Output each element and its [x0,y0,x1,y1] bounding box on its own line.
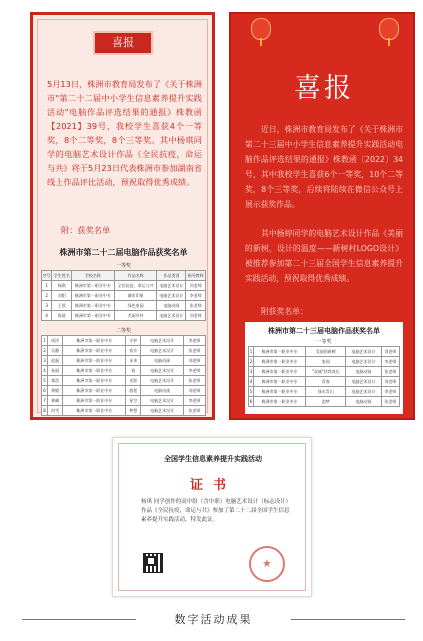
right-award-list [245,322,403,414]
table-cell: 电脑艺术设计 [141,366,183,376]
table-row [249,397,400,407]
table-cell: 1 [42,281,52,291]
table-cell: 张老师 [183,406,205,416]
right-section-first-prize: 一等奖 [316,339,332,345]
table-row [249,367,400,377]
table-cell: 电脑艺术设计 [346,377,381,387]
table-cell: 林峰 [48,396,63,406]
table-cell: 株洲市第一职业中专 [72,301,115,311]
table-cell: 光影 [126,376,141,386]
certificate-heading: 全国学生信息素养提升实践活动 [164,455,262,463]
table-cell: 株洲市第一职业中专 [72,311,115,321]
table-cell: 电脑动画 [346,367,381,377]
table-cell: 电脑艺术设计 [346,347,381,357]
right-paragraph-2: 其中杨婷同学的电脑艺术设计作品《美丽的新树，设计的温度——新树村LOGO设计》被推荐参加第二十三届全国学生信息素养提升实践活动，预祝取得优秀成绩。 [245,229,403,283]
table-cell: 7 [42,396,48,406]
table-cell: 旅程 [126,386,141,396]
table-cell: 株洲市第一职业中专 [253,347,305,357]
table-cell: 株洲市第一职业中专 [253,387,305,397]
table-cell: 刘老师 [183,386,205,396]
table-cell: 株洲市第一职业中专 [63,356,126,366]
table-cell: 电脑艺术设计 [141,396,183,406]
table-cell: 刘老师 [186,281,206,291]
table-cell: 青春 [306,377,346,387]
table-cell: 梦想 [126,406,141,416]
left-second-prize-table [41,335,206,416]
table-cell: 美丽的新树 [306,347,346,357]
table-cell: 5 [249,387,254,397]
table-cell: 株洲市第一职业中专 [253,367,305,377]
table-cell: "双减"伴我成长 [306,367,346,377]
table-row [42,346,206,356]
table-cell: 3 [249,367,254,377]
right-paragraph-3: 附获奖名单： [261,307,308,316]
table-cell: 株洲市第一职业中专 [63,396,126,406]
table-cell: 电脑动画 [141,356,183,366]
table-cell: 刘老师 [183,356,205,366]
right-paragraph-1: 近日，株洲市教育局发布了《关于株洲市第二十三届中小学生信息素养提升实践活动电脑作品评选结果的通报》株教函〔2022〕34号，其中我校学生喜获6个一等奖，10个二等奖，8个三等奖，后续将陆续在微信公众号上展示获奖作品。 [245,125,403,209]
table-cell: 李老师 [183,336,205,346]
table-cell: 8 [42,406,48,416]
table-cell: 陈晨 [52,311,72,321]
table-cell: 赵磊 [48,356,63,366]
table-cell: 5 [42,376,48,386]
table-cell: 电脑艺术设计 [346,387,381,397]
table-cell: 2 [42,346,48,356]
left-paragraph-2: 附：获奖名单 [61,225,111,235]
right-poster-title: 喜报 [294,73,354,104]
table-row [42,281,206,291]
lantern-icon [251,18,271,40]
table-cell: 郑浩 [48,376,63,386]
col-header: 序号 [42,271,52,281]
table-cell: 张老师 [183,346,205,356]
table-cell: 绿水青山 [306,387,346,397]
table-cell: 刘老师 [381,347,399,357]
poster-badge: 喜报 [93,31,153,55]
table-row [42,301,206,311]
lantern-icon [379,18,399,40]
table-cell: 1 [249,347,254,357]
table-cell: 电脑艺术设计 [157,291,186,301]
table-cell: 李老师 [381,357,399,367]
table-cell: 4 [42,366,48,376]
table-cell: 电脑动画 [141,386,183,396]
table-cell: 6 [249,397,254,407]
table-cell: 株洲市第一职业中专 [63,386,126,396]
table-cell: 电脑艺术设计 [141,336,183,346]
left-paragraph-1: 5月13日，株洲市教育局发布了《关于株洲市"第二十二届中小学生信息素养提升实践活动"电脑作品评选结果的通报》株教函【2021】39号，我校学生喜获4个一等奖，8个二等奖，8个三等奖。其中杨琪同学的电脑艺术设计作品《全民抗疫，命运与共》将于5月23日代表株洲市参加湖南省线上作品评比活动，预祝取得优秀成绩。 [47,79,202,187]
right-prize-table [248,346,400,407]
table-cell: 张老师 [183,376,205,386]
certificate-title: 证书 [189,478,236,493]
table-cell: 电脑艺术设计 [141,406,183,416]
table-cell: 电脑艺术设计 [346,357,381,367]
table-cell: 6 [42,386,48,396]
table-cell: 李老师 [183,366,205,376]
table-row [249,357,400,367]
table-cell: 电脑艺术设计 [141,376,183,386]
table-cell: 守护 [126,336,141,346]
table-cell: 张老师 [186,301,206,311]
table-cell: 未来 [126,356,141,366]
table-cell: 家乡 [126,346,141,356]
table-cell: 株洲市第一职业中专 [63,376,126,386]
table-cell: 电脑动画 [346,397,381,407]
table-cell: 刘老师 [381,377,399,387]
table-cell: 4 [249,377,254,387]
certificate-body: 杨琪 同学创作的高中组（含中职）电脑艺术设计（标志设计）作品《全民抗疫，命运与共》参加了第二十二届全国学生信息素养提升实践活动，特发此证。 [141,499,290,523]
table-cell: 电脑动画 [157,301,186,311]
footer-caption: 数字活动成果 [174,613,253,626]
table-row [249,347,400,357]
table-cell: 杨琪 [52,281,72,291]
table-cell: 李老师 [183,396,205,406]
table-cell: 绿色家园 [114,301,157,311]
left-section-first-prize: 一等奖 [115,263,131,269]
table-cell: 株洲市第一职业中专 [63,366,126,376]
qr-code-icon [143,553,163,573]
right-award-poster [229,12,415,420]
table-cell: 2 [42,291,52,301]
table-cell: 李老师 [381,387,399,397]
table-cell: 王欣 [52,301,72,311]
table-cell: 3 [42,356,48,366]
left-table-title: 株洲市第二十二届电脑作品获奖名单 [59,248,188,257]
table-cell: 株洲市第一职业中专 [63,346,126,356]
table-cell: 城市印象 [114,291,157,301]
table-cell: 株洲市第一职业中专 [63,406,126,416]
table-cell: 星空 [126,396,141,406]
table-row [42,356,206,366]
table-cell: 黄敏 [48,386,63,396]
col-header: 指导教师 [186,271,206,281]
table-cell: 电脑艺术设计 [157,281,186,291]
table-cell: 美丽乡村 [114,311,157,321]
table-row [42,386,206,396]
table-cell: 李老师 [186,291,206,301]
table-cell: 何雪 [48,406,63,416]
right-table-title: 株洲市第二十三届电脑作品获奖名单 [268,327,380,335]
table-row [42,291,206,301]
table-cell: 1 [42,336,48,346]
table-cell: 株洲市第一职业中专 [253,377,305,387]
table-cell: 2 [249,357,254,367]
certificate [112,437,312,597]
table-row [42,311,206,321]
col-header: 学生姓名 [52,271,72,281]
table-cell: 周洋 [48,336,63,346]
table-cell: 张老师 [381,397,399,407]
left-award-poster [30,12,215,420]
table-cell: 株洲市第一职业中专 [253,357,305,367]
footer-divider-left [22,619,136,620]
table-cell: 家园 [306,357,346,367]
table-cell: 孙丽 [48,366,63,376]
table-row [42,366,206,376]
left-section-second-prize: 二等奖 [115,328,131,334]
footer-divider-right [291,619,405,620]
table-cell: 全民抗疫，命运与共 [114,281,157,291]
table-row [42,406,206,416]
table-row [42,336,206,346]
table-cell: 刘老师 [186,311,206,321]
table-cell: 电脑艺术设计 [141,346,183,356]
table-cell: 4 [42,311,52,321]
table-row [42,396,206,406]
col-header: 学校名称 [72,271,115,281]
table-cell: 刘阳 [52,291,72,301]
table-cell: 株洲市第一职业中专 [253,397,305,407]
table-cell: 春 [126,366,141,376]
table-cell: 吴静 [48,346,63,356]
table-cell: 电脑艺术设计 [157,311,186,321]
official-seal-icon [249,546,285,582]
table-row [249,387,400,397]
col-header: 作品名称 [114,271,157,281]
col-header: 作品类别 [157,271,186,281]
left-first-prize-table [41,270,206,321]
table-cell: 株洲市第一职业中专 [63,336,126,346]
table-cell: 株洲市第一职业中专 [72,291,115,301]
table-cell: 3 [42,301,52,311]
table-cell: 追梦 [306,397,346,407]
table-row [249,377,400,387]
table-cell: 株洲市第一职业中专 [72,281,115,291]
table-row [42,376,206,386]
table-cell: 张老师 [381,367,399,377]
